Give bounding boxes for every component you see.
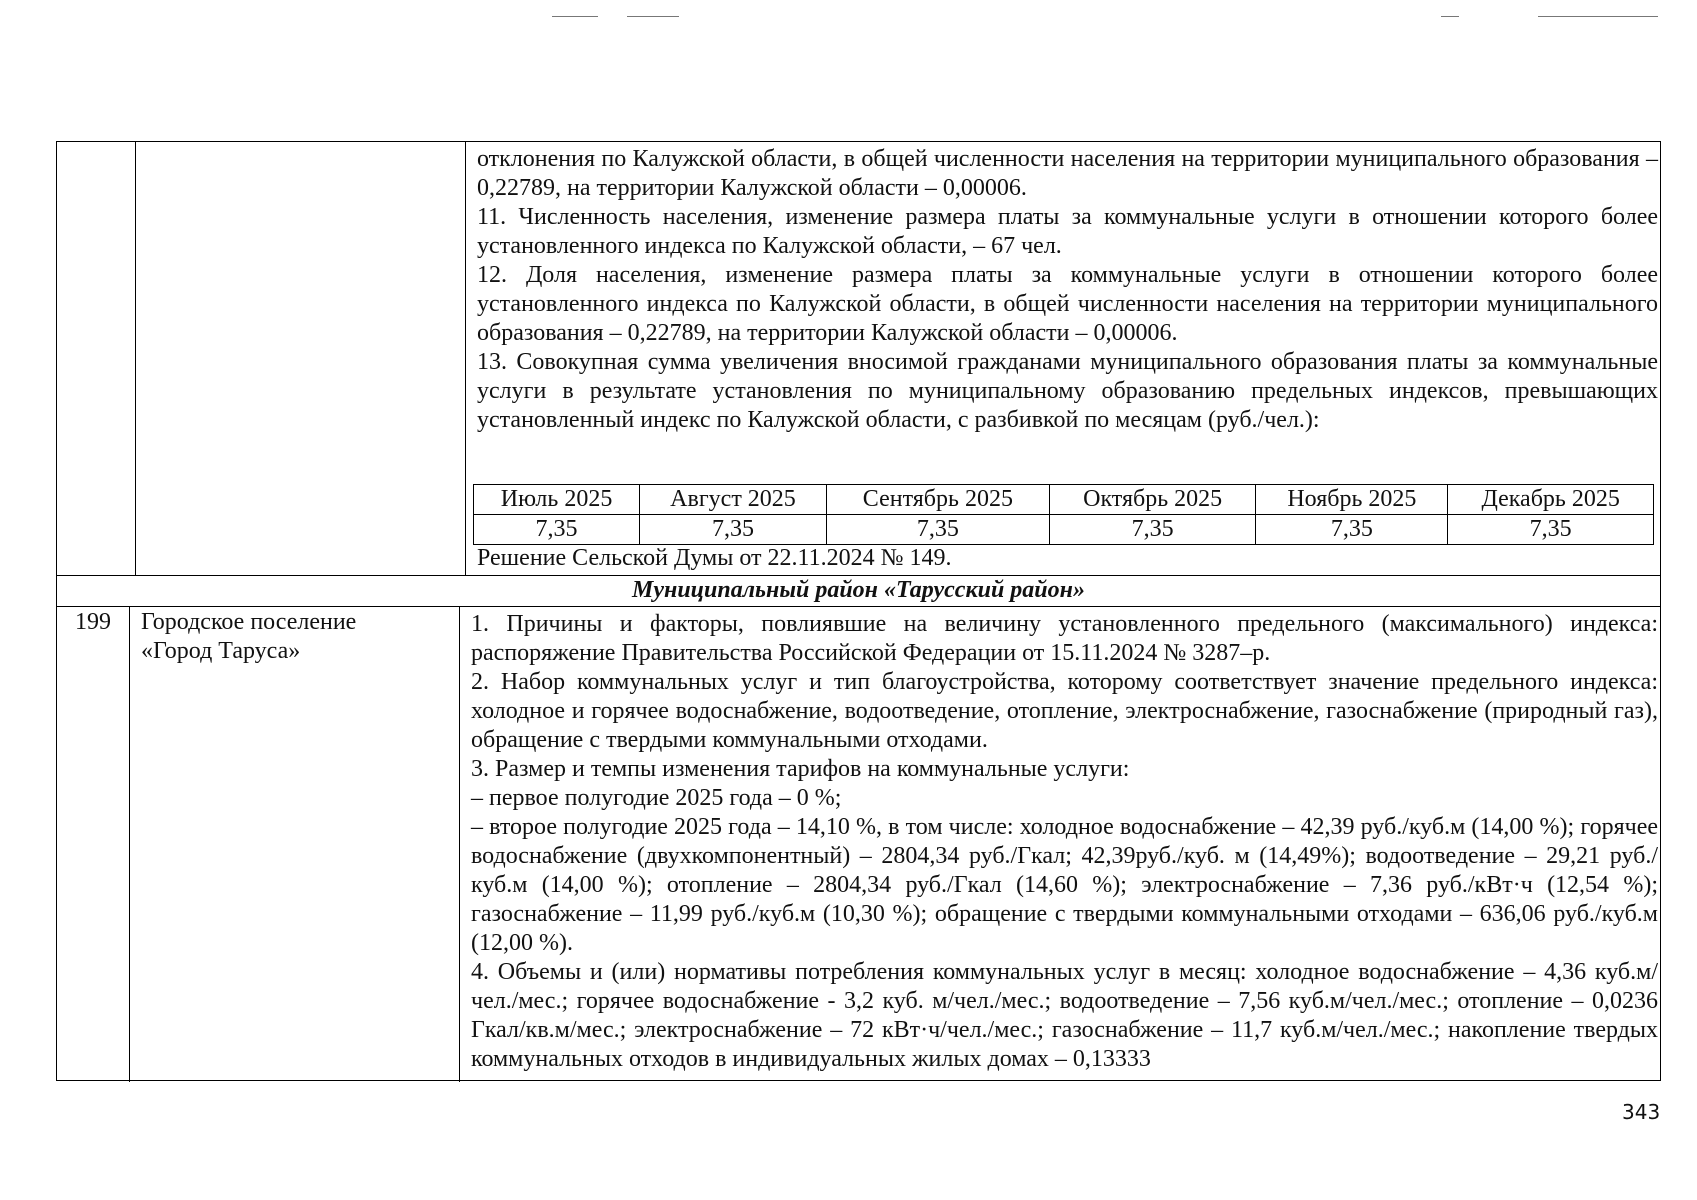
document-table <box>56 141 1661 1081</box>
district-heading: Муниципальный район «Тарусский район» <box>632 577 1085 603</box>
month-value: 7,35 <box>1448 515 1654 545</box>
month-value: 7,35 <box>1256 515 1448 545</box>
paragraph: 2. Набор коммунальных услуг и тип благоустройства, которому соответствует значение предельного индекса: холодное и горячее водоснабжение, водоотведение, отопление, электроснабжение, газоснабжение (природный газ), обращение с твердыми коммунальными отходами. <box>471 669 1658 753</box>
row-divider <box>57 606 1660 607</box>
month-header: Август 2025 <box>640 485 827 515</box>
decision-text: Решение Сельской Думы от 22.11.2024 № 149. <box>477 545 952 571</box>
month-value: 7,35 <box>826 515 1049 545</box>
paragraph: 12. Доля населения, изменение размера платы за коммунальные услуги в отношении которого более установленного индекса по Калужской области, в общей численности населения на территории муниципального образования – 0,22789, на территории Калужской области – 0,00006. <box>477 262 1658 346</box>
top-row-content <box>477 145 1658 435</box>
paragraph: 1. Причины и факторы, повлиявшие на величину установленного предельного (максимального) индекса: распоряжение Правительства Российской Федерации от 15.11.2024 № 3287–р. <box>471 611 1658 666</box>
column-divider <box>465 142 466 575</box>
month-header: Сентябрь 2025 <box>826 485 1049 515</box>
scan-mark <box>627 16 679 17</box>
monthly-increase-table <box>473 484 1654 545</box>
scan-mark <box>1538 16 1658 17</box>
month-value: 7,35 <box>1049 515 1256 545</box>
municipality-name-line: «Город Таруса» <box>141 638 301 664</box>
row-number: 199 <box>75 609 111 635</box>
page-number: 343 <box>1622 1100 1661 1124</box>
paragraph: отклонения по Калужской области, в общей численности населения на территории муниципального образования – 0,22789, на территории Калужской области – 0,00006. <box>477 146 1658 201</box>
row-199-content <box>471 610 1658 1074</box>
month-header: Декабрь 2025 <box>1448 485 1654 515</box>
municipality-name <box>141 608 451 666</box>
month-header: Октябрь 2025 <box>1049 485 1256 515</box>
paragraph: 4. Объемы и (или) нормативы потребления коммунальных услуг в месяц: холодное водоснабжение – 4,36 куб.м/чел./мес.; горячее водоснабжение - 3,2 куб. м/чел./мес.; водоотведение – 7,56 куб.м/чел./мес.; отопление – 0,0236 Гкал/кв.м/мес.; электроснабжение – 72 кВт·ч/чел./мес.; газоснабжение – 11,7 куб.м/чел./мес.; накопление твердых коммунальных отходов в индивидуальных жилых домах – 0,13333 <box>471 959 1658 1072</box>
column-divider <box>129 606 130 1082</box>
column-divider <box>135 142 136 575</box>
scan-mark <box>552 16 598 17</box>
month-header: Ноябрь 2025 <box>1256 485 1448 515</box>
column-divider <box>459 606 460 1082</box>
month-value: 7,35 <box>474 515 640 545</box>
paragraph: 3. Размер и темпы изменения тарифов на коммунальные услуги: <box>471 756 1130 782</box>
table-header-row <box>474 485 1654 515</box>
paragraph: – первое полугодие 2025 года – 0 %; <box>471 785 842 811</box>
scan-mark <box>1441 16 1459 17</box>
municipality-name-line: Городское поселение <box>141 609 357 635</box>
month-value: 7,35 <box>640 515 827 545</box>
paragraph: 13. Совокупная сумма увеличения вносимой гражданами муниципального образования платы за коммунальные услуги в результате установления по муниципальному образованию предельных индексов, превышающих установленный индекс по Калужской области, с разбивкой по месяцам (руб./чел.): <box>477 349 1658 433</box>
paragraph: 11. Численность населения, изменение размера платы за коммунальные услуги в отношении которого более установленного индекса по Калужской области, – 67 чел. <box>477 204 1658 259</box>
paragraph: – второе полугодие 2025 года – 14,10 %, в том числе: холодное водоснабжение – 42,39 руб./куб.м (14,00 %); горячее водоснабжение (двухкомпонентный) – 2804,34 руб./Гкал; 42,39руб./куб. м (14,49%); водоотведение – 29,21 руб./куб.м (14,00 %); отопление – 2804,34 руб./Гкал (14,60 %); электроснабжение – 7,36 руб./кВт·ч (12,54 %); газоснабжение – 11,99 руб./куб.м (10,30 %); обращение с твердыми коммунальными отходами – 636,06 руб./куб.м (12,00 %). <box>471 814 1658 956</box>
table-row <box>474 515 1654 545</box>
month-header: Июль 2025 <box>474 485 640 515</box>
